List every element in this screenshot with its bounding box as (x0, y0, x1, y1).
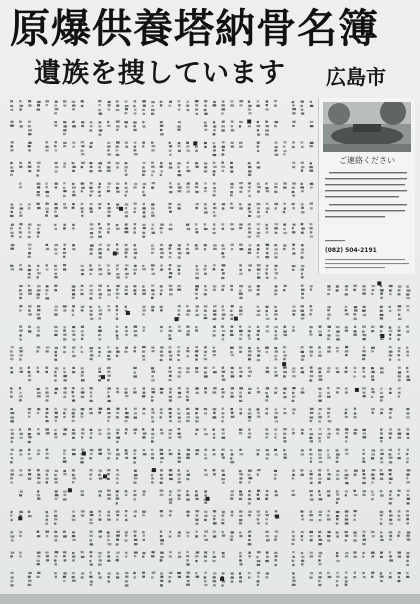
publisher-name: 広島市 (326, 65, 386, 89)
poster-subtitle: 遺族を捜しています (34, 58, 286, 89)
bottom-edge-shadow (0, 594, 420, 604)
notice-box (318, 98, 415, 274)
poster-title: 原爆供養塔納骨名簿 (10, 5, 379, 52)
notice-body-text (323, 170, 411, 230)
notice-heading: ご連絡ください (339, 156, 395, 165)
contact-address-lines (325, 258, 411, 272)
memorial-mound-photo (323, 102, 411, 152)
contact-phone: (082) 504-2191 (325, 247, 377, 254)
